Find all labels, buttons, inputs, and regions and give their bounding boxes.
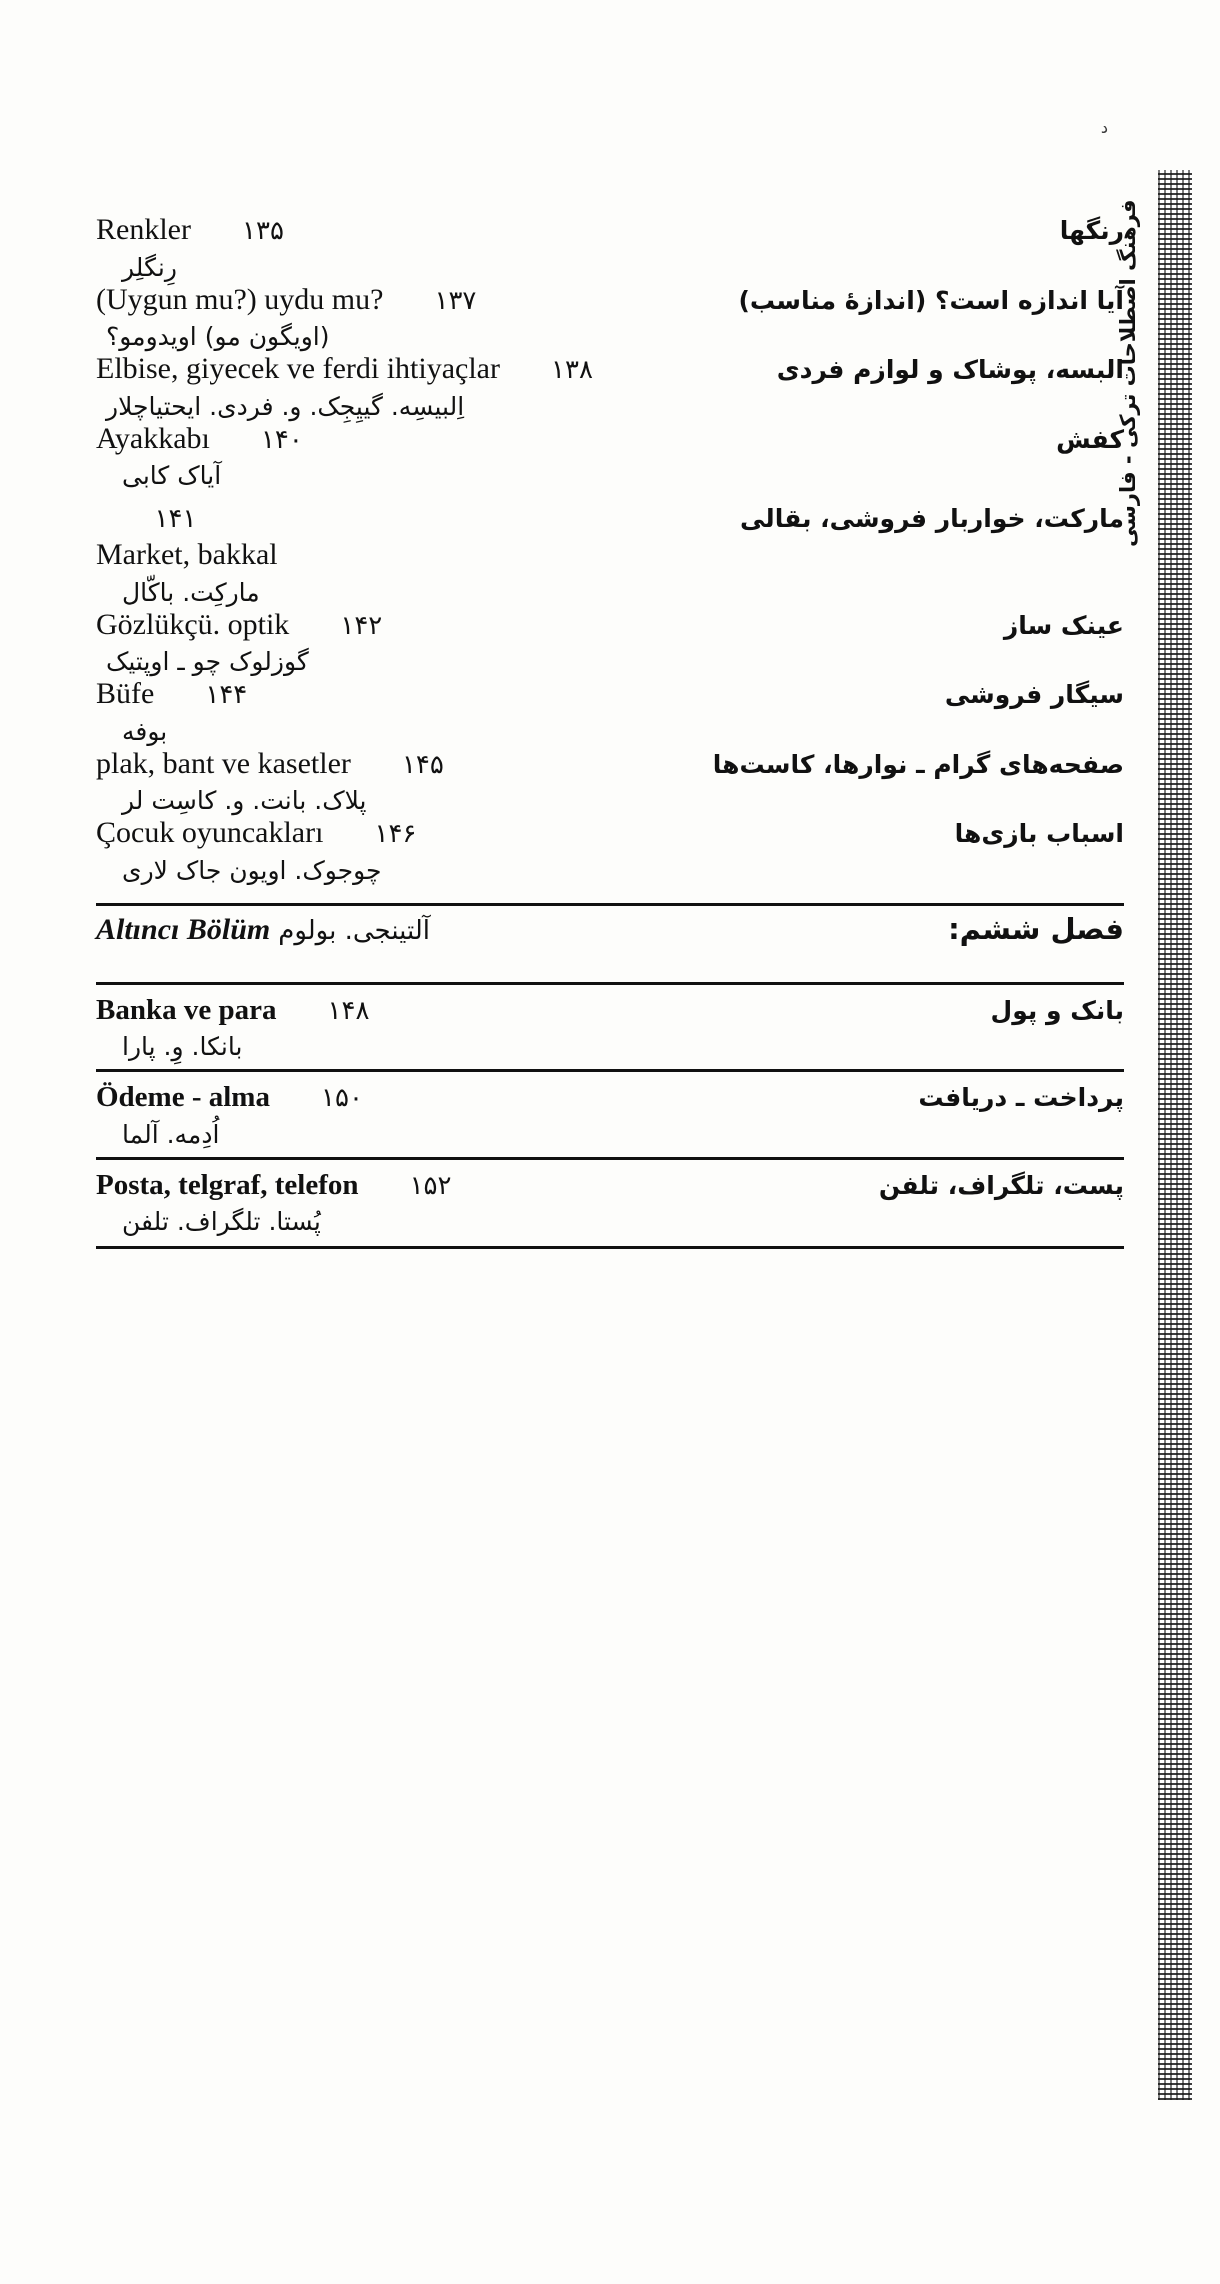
entry-transliteration: پلاک. بانت. و. کاسِت لر	[122, 786, 367, 816]
entry-transliteration: پُستا. تلگراف. تلفن	[122, 1207, 321, 1237]
spacer	[96, 490, 1124, 500]
toc-entry[interactable]	[96, 500, 1124, 606]
section-persian-title: فصل ششم:	[948, 911, 1124, 946]
entry-page-number: ۱۴۲	[340, 610, 383, 641]
entry-latin-title: plak, bant ve kasetler	[96, 746, 351, 780]
section-transliteration: آلتینجی. بولوم	[278, 915, 431, 946]
entry-persian-title: سیگار فروشی	[944, 680, 1124, 710]
entry-latin-title: Banka ve para	[96, 993, 277, 1026]
toc-entry[interactable]	[96, 351, 1124, 421]
entry-persian-title: کفش	[1056, 424, 1124, 454]
entry-transliteration: بوفه	[122, 716, 168, 746]
entry-persian-title: البسه، پوشاک و لوازم فردی	[776, 355, 1124, 385]
entry-latin-title: Market, bakkal	[96, 537, 278, 571]
entry-page-number: ۱۳۵	[242, 216, 284, 246]
entry-transliteration: آیاک کابی	[122, 461, 222, 491]
toc-entry[interactable]	[96, 212, 1124, 282]
entry-page-number: ۱۴۴	[205, 680, 248, 711]
entry-transliteration: (اویگون مو) اویدومو؟	[106, 322, 330, 352]
toc-entry[interactable]	[96, 421, 1124, 491]
entry-page-number: ۱۵۲	[409, 1170, 452, 1201]
entry-persian-title: صفحه‌های گرام ـ نوارها، کاست‌ها	[712, 749, 1124, 779]
entry-latin-title: Posta, telgraf, telefon	[96, 1168, 359, 1201]
entry-persian-title: مارکت، خواربار فروشی، بقالی	[740, 504, 1124, 534]
entry-latin-title: Çocuk oyuncakları	[96, 816, 324, 850]
entry-persian-title: آیا اندازه است؟ (اندازهٔ مناسب)	[738, 285, 1124, 315]
entry-persian-title: اسباب بازی‌ها	[954, 819, 1124, 849]
entry-latin-title: Ayakkabı	[96, 421, 210, 455]
entry-persian-title: پرداخت ـ دریافت	[918, 1083, 1124, 1113]
entry-latin-title: Büfe	[96, 677, 155, 711]
table-of-contents	[96, 212, 1124, 1249]
toc-entry[interactable]	[96, 282, 1124, 352]
entry-page-number: ۱۴۸	[327, 995, 370, 1026]
entry-latin-title: (Uygun mu?) uydu mu?	[96, 282, 384, 316]
section-header	[96, 903, 1124, 974]
page-corner-mark: د	[1100, 118, 1108, 137]
entry-page-number: ۱۴۱	[154, 504, 197, 535]
decorative-edge-strip	[1158, 170, 1192, 2100]
entry-transliteration: اِلبیسِه. گییِجِک. و. فردی. ایحتیاچلار	[106, 391, 465, 421]
entry-persian-title: بانک و پول	[990, 995, 1124, 1025]
entry-latin-title-placeholder	[96, 500, 104, 537]
entry-transliteration: گوزلوک چو ـ اوپتیک	[106, 647, 309, 677]
entry-latin-title: Renkler	[96, 213, 191, 246]
entry-latin-title: Ödeme - alma	[96, 1081, 270, 1114]
entry-transliteration: اُدِمه. آلما	[122, 1119, 220, 1149]
entry-persian-title: پست، تلگراف، تلفن	[878, 1170, 1124, 1200]
entry-persian-title: رنگها	[1059, 216, 1124, 245]
toc-entry[interactable]	[96, 815, 1124, 885]
entry-latin-title: Gözlükçü. optik	[96, 607, 290, 641]
entry-persian-title: عینک ساز	[1003, 610, 1124, 640]
toc-entry[interactable]	[96, 982, 1124, 1061]
entry-transliteration: بانکا. وِ. پارا	[122, 1032, 243, 1062]
toc-entry[interactable]	[96, 1157, 1124, 1249]
entry-transliteration: رِنگلِر	[122, 252, 177, 282]
entry-page-number: ۱۵۰	[321, 1083, 363, 1114]
entry-page-number: ۱۴۰	[260, 424, 303, 455]
toc-entry[interactable]	[96, 676, 1124, 746]
entry-transliteration: چوجوک. اویون جاک لاری	[122, 855, 382, 885]
entry-latin-title: Elbise, giyecek ve ferdi ihtiyaçlar	[96, 352, 500, 386]
entry-page-number: ۱۳۷	[434, 285, 477, 316]
toc-entry[interactable]	[96, 746, 1124, 816]
toc-entry[interactable]	[96, 607, 1124, 677]
edge-vertical-title: فرهنگ اصطلاحات ترکی - فارسی	[1116, 200, 1140, 548]
entry-page-number: ۱۳۸	[551, 355, 593, 386]
entry-page-number: ۱۴۶	[374, 819, 417, 850]
entry-transliteration: مارکِت. باکّال	[122, 577, 260, 607]
toc-entry[interactable]	[96, 1069, 1124, 1148]
section-latin-title: Altıncı Bölüm	[96, 912, 271, 946]
entry-page-number: ۱۴۵	[401, 749, 444, 780]
